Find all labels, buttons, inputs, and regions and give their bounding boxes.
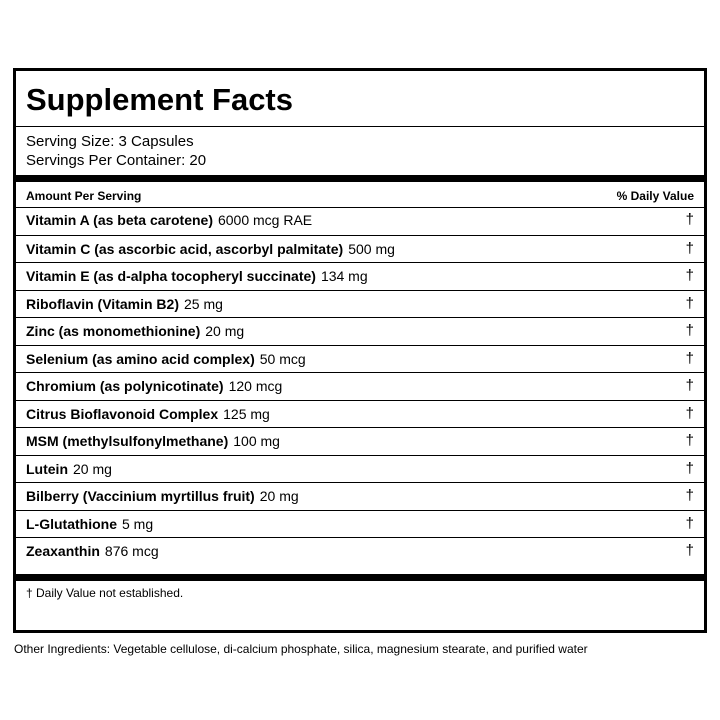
servings-per-container: Servings Per Container: 20: [26, 152, 207, 169]
nutrient-amount: 20 mg: [73, 460, 112, 477]
daily-value-mark: †: [685, 211, 694, 228]
nutrient-amount: 876 mcg: [104, 543, 159, 559]
nutrient-amount: 20 mg: [205, 323, 245, 339]
footnote: † Daily Value not established.: [26, 586, 184, 600]
nutrient-row: [16, 235, 704, 263]
nutrient-amount: 120 mcg: [228, 378, 283, 394]
nutrient-amount: 500 mg: [348, 240, 395, 257]
thick-divider: [16, 574, 704, 581]
nutrient-row: [16, 345, 704, 373]
daily-value-mark: †: [685, 267, 694, 284]
nutrient-name: Zeaxanthin: [26, 543, 100, 559]
nutrient-amount: 100 mg: [233, 433, 280, 449]
nutrient-name: Vitamin E (as d-alpha tocopheryl succinate): [26, 268, 316, 284]
daily-value-mark: †: [685, 487, 694, 504]
daily-value-header: % Daily Value: [616, 189, 694, 203]
nutrient-amount: 50 mcg: [259, 350, 306, 367]
serving-size: Serving Size: 3 Capsules: [26, 133, 194, 150]
nutrient-row: [16, 482, 704, 510]
daily-value-mark: †: [685, 542, 694, 559]
daily-value-mark: †: [685, 404, 694, 422]
supplement-facts-panel: [13, 68, 707, 633]
nutrient-amount: 25 mg: [183, 295, 223, 312]
nutrient-name: Zinc (as monomethionine): [26, 323, 201, 339]
nutrient-list: [16, 207, 704, 565]
daily-value-mark: †: [685, 432, 694, 449]
nutrient-name: Riboflavin (Vitamin B2): [26, 295, 179, 312]
nutrient-amount: 125 mg: [223, 405, 270, 422]
nutrient-row: [16, 427, 704, 455]
nutrient-name: L-Glutathione: [26, 515, 117, 532]
nutrient-row: [16, 262, 704, 290]
nutrient-row: [16, 537, 704, 565]
nutrient-amount: 134 mg: [320, 268, 368, 284]
panel-title: Supplement Facts: [26, 82, 293, 117]
nutrient-name: Selenium (as amino acid complex): [26, 350, 255, 367]
nutrient-name: Chromium (as polynicotinate): [26, 378, 224, 394]
nutrient-amount: 5 mg: [122, 515, 154, 532]
nutrient-row: [16, 290, 704, 318]
amount-per-serving-header: Amount Per Serving: [26, 189, 142, 203]
daily-value-mark: †: [685, 459, 694, 477]
nutrient-name: Lutein: [26, 460, 68, 477]
divider: [16, 126, 704, 127]
daily-value-mark: †: [685, 322, 694, 339]
daily-value-mark: †: [685, 377, 694, 394]
nutrient-amount: 6000 mcg RAE: [217, 212, 313, 228]
nutrient-row: [16, 400, 704, 428]
nutrient-row: [16, 455, 704, 483]
nutrient-name: Vitamin C (as ascorbic acid, ascorbyl palmitate): [26, 240, 344, 257]
daily-value-mark: †: [685, 239, 694, 257]
nutrient-name: Citrus Bioflavonoid Complex: [26, 405, 219, 422]
daily-value-mark: †: [685, 514, 694, 532]
daily-value-mark: †: [685, 294, 694, 312]
daily-value-mark: †: [685, 349, 694, 367]
thick-divider: [16, 175, 704, 182]
nutrient-name: Bilberry (Vaccinium myrtillus fruit): [26, 488, 255, 504]
nutrient-name: Vitamin A (as beta carotene): [26, 212, 213, 228]
nutrient-amount: 20 mg: [259, 488, 299, 504]
nutrient-row: [16, 510, 704, 538]
nutrient-row: [16, 372, 704, 400]
other-ingredients: Other Ingredients: Vegetable cellulose, di-calcium phosphate, silica, magnesium stearate, and purified water: [14, 642, 588, 656]
nutrient-row: [16, 207, 704, 235]
nutrient-name: MSM (methylsulfonylmethane): [26, 433, 229, 449]
nutrient-row: [16, 317, 704, 345]
